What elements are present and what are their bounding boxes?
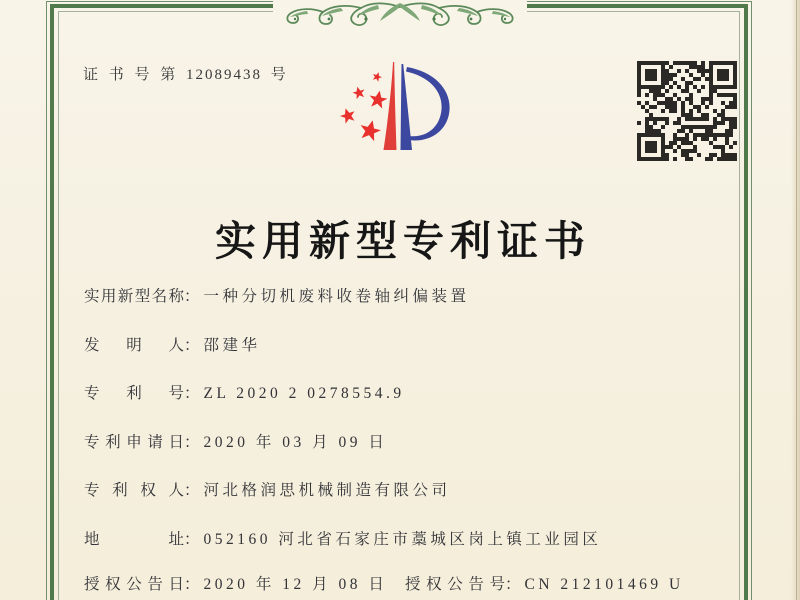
field-value: 邵建华 bbox=[203, 336, 261, 354]
field-label: 授权公告号 bbox=[405, 576, 505, 593]
field-colon: ： bbox=[184, 385, 200, 402]
field-colon: ： bbox=[184, 530, 200, 548]
field-value: 一种分切机废料收卷轴纠偏装置 bbox=[203, 288, 470, 305]
qr-code bbox=[637, 61, 737, 161]
field-colon: ： bbox=[184, 482, 200, 499]
field-label: 专利号 bbox=[84, 385, 184, 402]
field-label: 发明人 bbox=[84, 336, 184, 354]
grant-date-field bbox=[84, 572, 387, 594]
field-label: 专利权人 bbox=[84, 482, 184, 499]
grant-info-row bbox=[0, 572, 800, 592]
field-label: 地址 bbox=[84, 530, 184, 548]
grant-number-field bbox=[405, 572, 684, 594]
field-value: 2020 年 12 月 08 日 bbox=[203, 576, 388, 593]
field-colon: ： bbox=[505, 576, 521, 593]
field-row-inventor bbox=[84, 333, 744, 353]
border-flourish-icon bbox=[273, 0, 527, 27]
field-row-patentee bbox=[84, 478, 744, 498]
field-colon: ： bbox=[184, 336, 200, 354]
field-value: 2020 年 03 月 09 日 bbox=[203, 433, 388, 451]
field-value: ZL 2020 2 0278554.9 bbox=[203, 385, 405, 402]
field-value: CN 212101469 U bbox=[524, 576, 684, 593]
field-colon: ： bbox=[184, 576, 200, 593]
scan-edge-line bbox=[796, 0, 797, 600]
field-list bbox=[84, 284, 744, 575]
cnipa-logo-icon bbox=[338, 45, 470, 170]
field-row-address bbox=[84, 527, 744, 547]
field-colon: ： bbox=[184, 433, 200, 451]
field-value: 052160 河北省石家庄市藁城区岗上镇工业园区 bbox=[203, 530, 602, 548]
field-label: 专利申请日 bbox=[84, 433, 184, 451]
certificate-title: 实用新型专利证书 bbox=[215, 218, 591, 265]
field-label: 实用新型名称 bbox=[84, 288, 184, 305]
field-value: 河北格润思机械制造有限公司 bbox=[203, 482, 451, 499]
certificate-number: 证 书 号 第 12089438 号 bbox=[83, 67, 288, 83]
field-label: 授权公告日 bbox=[84, 576, 184, 593]
field-row-patent-number bbox=[84, 381, 744, 401]
field-row-name bbox=[84, 284, 744, 304]
field-row-filing-date bbox=[84, 430, 744, 450]
field-colon: ： bbox=[184, 288, 200, 305]
